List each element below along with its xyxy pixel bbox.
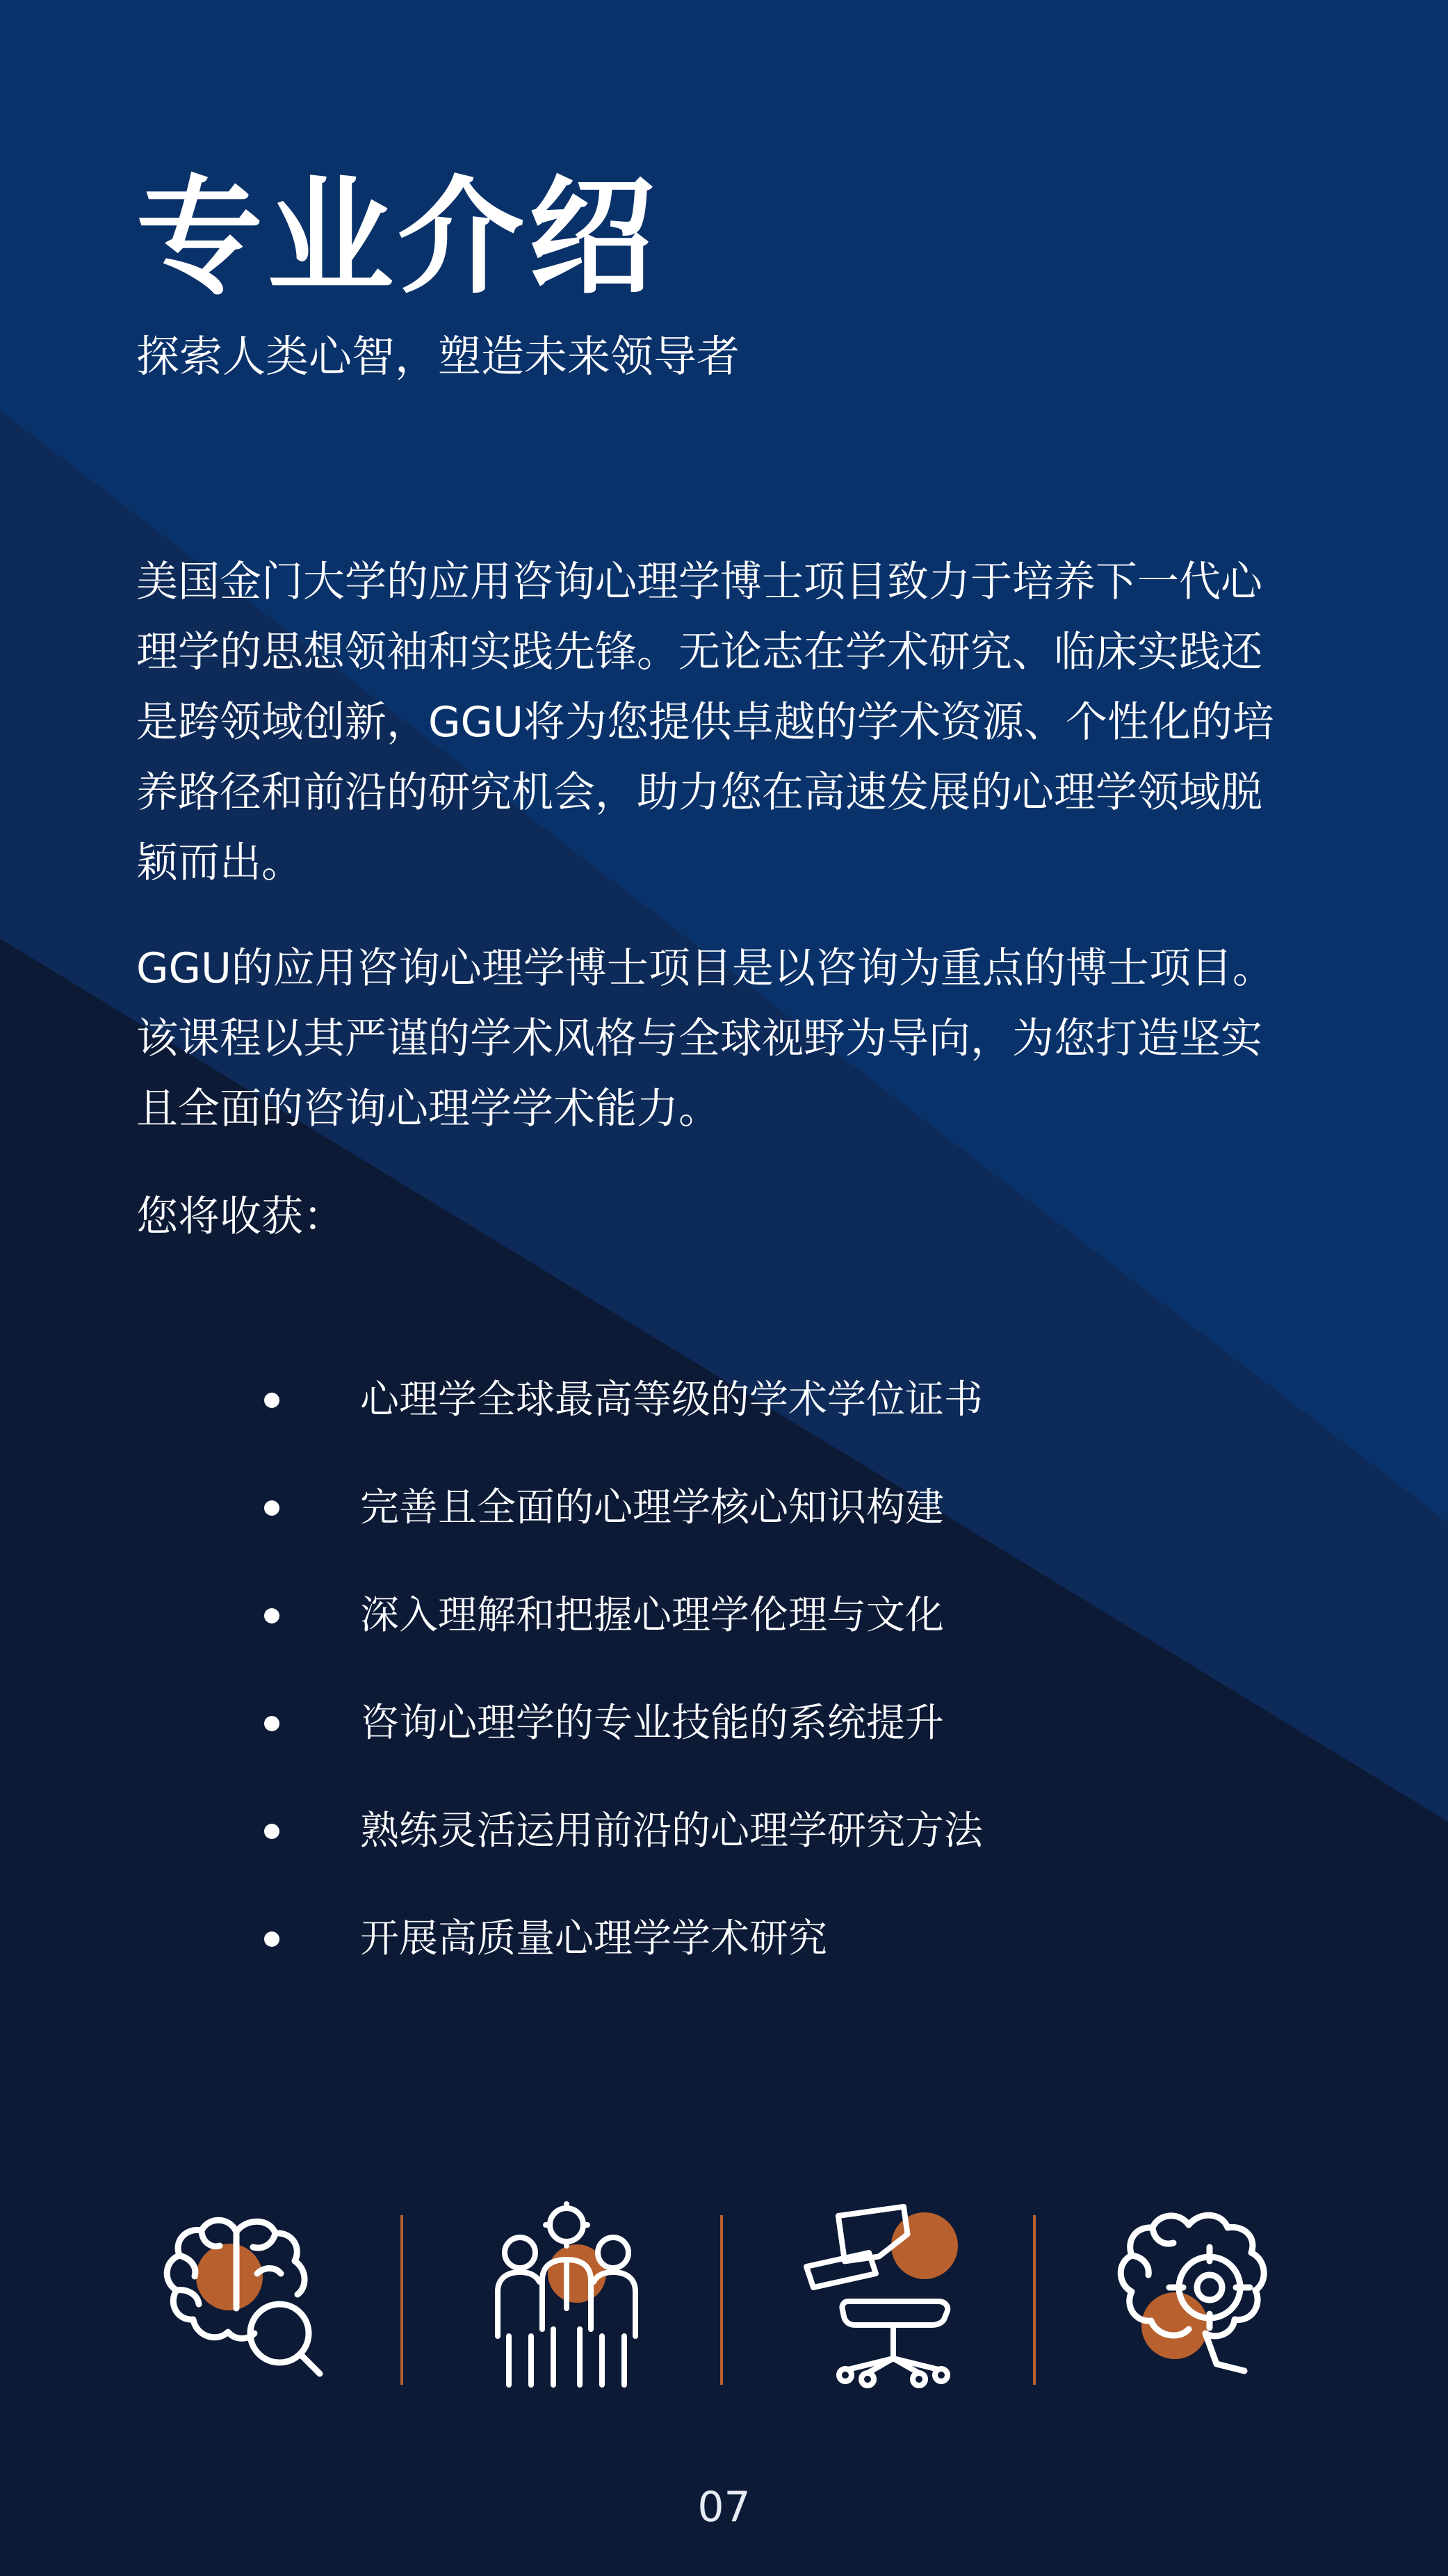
gain-item — [264, 1797, 983, 1904]
office-chair-icon — [792, 2197, 980, 2392]
intro-paragraph-2: GGU的应用咨询心理学博士项目是以咨询为重点的博士项目。该课程以其严谨的学术风格与全球视野为导向，为您打造坚实且全面的咨询心理学学术能力。 — [136, 944, 1274, 1133]
bullet-dot — [264, 1716, 279, 1731]
gains-list — [264, 1366, 983, 2012]
page-subtitle: 探索人类心智，塑造未来领导者 — [136, 331, 740, 382]
icon-divider — [400, 2215, 403, 2385]
brain-search-icon — [153, 2197, 341, 2392]
page-number: 07 — [697, 2483, 751, 2532]
gain-text: 完善且全面的心理学核心知识构建 — [360, 1485, 944, 1530]
gain-text: 咨询心理学的专业技能的系统提升 — [360, 1701, 944, 1746]
gain-item — [264, 1904, 983, 2012]
team-leader-icon — [473, 2197, 660, 2392]
gain-text: 开展高质量心理学学术研究 — [360, 1916, 827, 1961]
intro-paragraph-1: 美国金门大学的应用咨询心理学博士项目致力于培养下一代心理学的思想领袖和实践先锋。无论志在学术研究、临床实践还是跨领域创新，GGU将为您提供卓越的学术资源、个性化的培养路径和前沿的研究机会，助力您在高速发展的心理学领域脱颖而出。 — [136, 558, 1274, 887]
gain-item — [264, 1689, 983, 1797]
icon-divider — [1033, 2215, 1036, 2385]
bullet-dot — [264, 1931, 279, 1947]
bullet-dot — [264, 1393, 279, 1408]
bullet-dot — [264, 1608, 279, 1623]
page-title: 专业介绍 — [136, 163, 659, 311]
gain-item — [264, 1366, 983, 1473]
gains-label: 您将收获： — [136, 1192, 345, 1241]
brain-target-icon — [1112, 2197, 1300, 2392]
bullet-dot — [264, 1500, 279, 1516]
gain-item — [264, 1473, 983, 1581]
gain-text: 心理学全球最高等级的学术学位证书 — [360, 1377, 983, 1423]
bullet-dot — [264, 1824, 279, 1839]
gain-text: 熟练灵活运用前沿的心理学研究方法 — [360, 1808, 983, 1854]
gain-item — [264, 1581, 983, 1689]
icon-divider — [720, 2215, 723, 2385]
gain-text: 深入理解和把握心理学伦理与文化 — [360, 1593, 944, 1638]
icons-row — [153, 2197, 1300, 2392]
